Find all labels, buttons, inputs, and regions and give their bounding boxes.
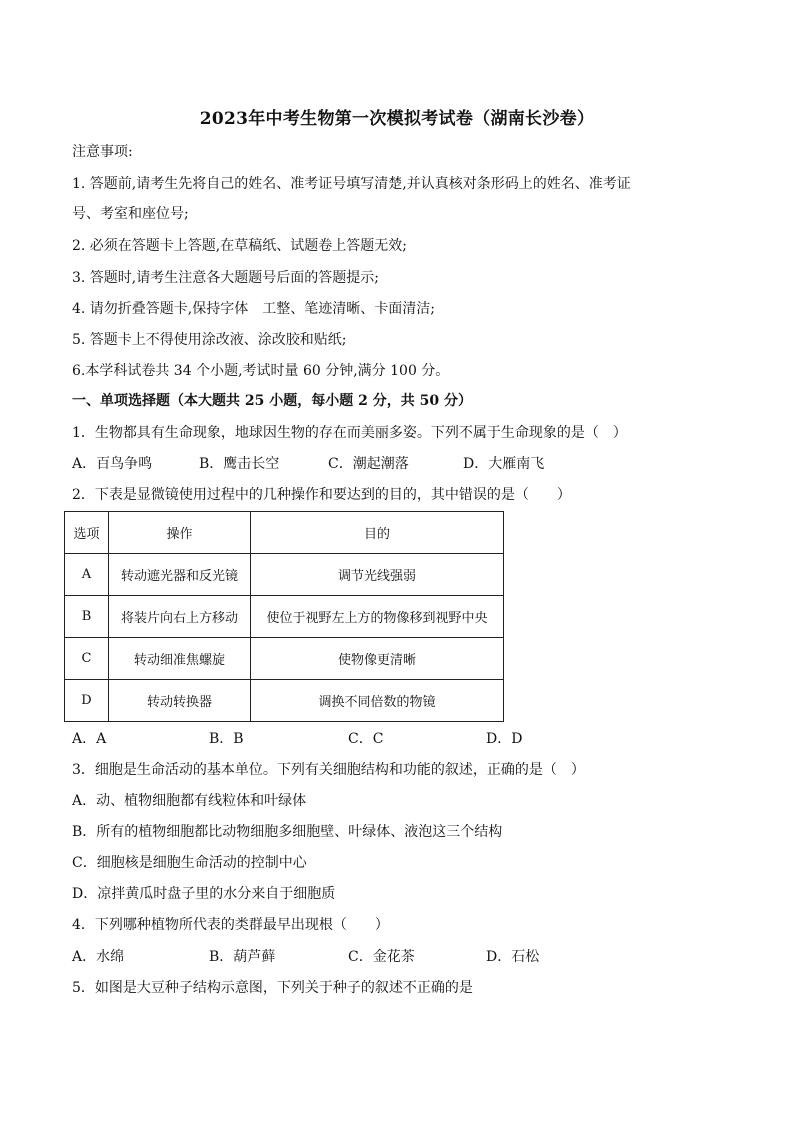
question-4-stem: 4．下列哪种植物所代表的类群最早出现根（ ） — [72, 917, 389, 933]
table-cell: 使位于视野左上方的物像移到视野中央 — [251, 596, 504, 638]
table-header: 目的 — [251, 512, 504, 554]
notice-item: 2. 必须在答题卡上答题,在草稿纸、试题卷上答题无效; — [72, 238, 407, 254]
option-c: C．金花茶 — [348, 949, 415, 965]
notice-item: 3. 答题时,请考生注意各大题题号后面的答题提示; — [72, 270, 379, 286]
table-row — [65, 680, 504, 722]
option-a: A．A — [72, 731, 107, 747]
question-1-stem: 1．生物都具有生命现象，地球因生物的存在而美丽多姿。下列不属于生命现象的是（ ） — [72, 425, 627, 441]
table-header: 操作 — [109, 512, 251, 554]
table-cell: 使物像更清晰 — [251, 638, 504, 680]
option-a: A．动、植物细胞都有线粒体和叶绿体 — [72, 793, 307, 809]
option-b: B．葫芦藓 — [209, 949, 276, 965]
option-b: B．B — [209, 731, 244, 747]
table-cell: 转动细准焦螺旋 — [109, 638, 251, 680]
question-3-stem: 3．细胞是生命活动的基本单位。下列有关细胞结构和功能的叙述，正确的是（ ） — [72, 762, 585, 778]
table-row — [65, 596, 504, 638]
table-row — [65, 554, 504, 596]
option-d: D．凉拌黄瓜时盘子里的水分来自于细胞质 — [72, 886, 336, 902]
table-header-row — [65, 512, 504, 554]
option-c: C．潮起潮落 — [328, 456, 409, 472]
notice-item: 5. 答题卡上不得使用涂改液、涂改胶和贴纸; — [72, 332, 347, 348]
option-d: D．D — [486, 731, 523, 747]
table-cell: D — [65, 680, 109, 722]
notice-item: 1. 答题前,请考生先将自己的姓名、准考证号填写清楚,并认真核对条形码上的姓名、准考证 — [72, 176, 631, 192]
table-cell: 转动遮光器和反光镜 — [109, 554, 251, 596]
page-title: 2023年中考生物第一次模拟考试卷（湖南长沙卷） — [199, 109, 595, 129]
option-d: D．石松 — [486, 949, 540, 965]
section-heading: 一、单项选择题（本大题共 25 小题，每小题 2 分，共 50 分） — [72, 393, 472, 409]
table-cell: 调节光线强弱 — [251, 554, 504, 596]
option-b: B．所有的植物细胞都比动物细胞多细胞壁、叶绿体、液泡这三个结构 — [72, 824, 503, 840]
question-5-stem: 5．如图是大豆种子结构示意图，下列关于种子的叙述不正确的是 — [72, 980, 473, 996]
option-b: B．鹰击长空 — [199, 456, 280, 472]
table-header: 选项 — [65, 512, 109, 554]
table-cell: A — [65, 554, 109, 596]
option-d: D．大雁南飞 — [463, 456, 545, 472]
notice-item: 4. 请勿折叠答题卡,保持字体 工整、笔迹清晰、卡面清洁; — [72, 301, 435, 317]
table-row — [65, 638, 504, 680]
option-c: C．细胞核是细胞生命活动的控制中心 — [72, 855, 307, 871]
notice-heading: 注意事项: — [72, 144, 133, 160]
table-cell: 调换不同倍数的物镜 — [251, 680, 504, 722]
table-cell: 转动转换器 — [109, 680, 251, 722]
notice-item: 6.本学科试卷共 34 个小题,考试时量 60 分钟,满分 100 分。 — [72, 363, 450, 379]
table-cell: 将装片向右上方移动 — [109, 596, 251, 638]
question-2-stem: 2．下表是显微镜使用过程中的几种操作和要达到的目的，其中错误的是（ ） — [72, 487, 571, 503]
table-cell: C — [65, 638, 109, 680]
table-cell: B — [65, 596, 109, 638]
microscope-table — [64, 511, 504, 722]
notice-item: 号、考室和座位号; — [72, 206, 189, 222]
option-a: A．百鸟争鸣 — [72, 456, 153, 472]
option-a: A．水绵 — [72, 949, 125, 965]
option-c: C．C — [348, 731, 384, 747]
